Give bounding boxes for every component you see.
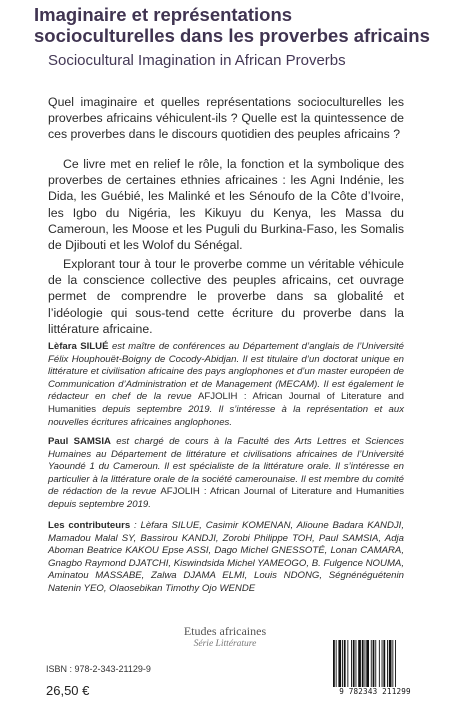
intro-paragraph-3: Explorant tour à tour le proverbe comme un véritable véhicule de la conscience collective des peuples africains, cet ouvrage permet de comprendre le proverbe dans sa globalité et l’idéologie qui sous-tend cette écriture du proverbe dans la littérature africaine. — [48, 257, 404, 336]
author-bio-samsia — [48, 436, 404, 512]
contributors-names: : Lèfara SILUE, Casimir KOMENAN, Alioune Badara KANDJI, Mamadou Malal SY, Bassirou KANDJI, Zorobi Philippe TOH, Paul SAMSIA, Adja Aboman Beatrice KAKOU Epse ASSI, Dago Michel GNESSOTÉ, Lonan CAMARA, Gnagbo Raymond DJATCHI, Kiswindsida Michel YAMEOGO, B. Fulgence NOUMA, Aminatou MASSABE, Zalwa DJAMA ELMI, Louis NDONG, Ségnénéguétenin Natenin YEO, Olaosebikan Timothy Ojo WENDE — [48, 520, 405, 594]
bio-text: depuis septembre 2019. Il s’intéresse à la représentation et aux nouvelles écritures africaines anglophones. — [48, 403, 404, 428]
author-name: Paul SAMSIA — [48, 436, 111, 447]
intro-paragraph-1: Quel imaginaire et quelles représentations socioculturelles les proverbes africains véhiculent-ils ? Quelle est la quintessence de ces proverbes dans le discours quotidien des peuples africains ? — [48, 95, 404, 142]
bio-text: est chargé de cours à la Faculté des Arts Lettres et Sciences Humaines au Département de littérature et civilisations africaines de l’Université Yaoundé 1 du Cameroun. Il est spécialiste de la littérature orale. Il s’intéresse en particulier à la littérature orale de la société camerounaise. Il est membre du comité de rédaction de la revue — [48, 436, 404, 498]
contributors-label: Les contributeurs — [48, 520, 131, 531]
collection-name: Etudes africaines — [183, 624, 267, 638]
intro-paragraph-2: Ce livre met en relief le rôle, la fonction et la symbolique des proverbes de certaines ethnies africaines : les Agni Indénie, les Dida, les Guébié, les Malinké et les Sénoufo de la Côte d’Ivoire, les Igbo du Nigéria, les Kikuyu du Kenya, les Massa du Cameroun, les Moose et les Puguli du Burkina-Faso, les Somalis de Djibouti et les Wolof du Sénégal. — [48, 157, 404, 253]
price: 26,50 € — [46, 683, 90, 698]
book-title: Imaginaire et représentations socioculturelles dans les proverbes africains — [34, 4, 430, 46]
bio-text: est maître de conférences au Département d’anglais de l’Université Félix Houphouët-Boigny de Cocody-Abidjan. Il est titulaire d’un doctorat unique en littérature et civilisation africaine des pays anglophones et d’un master européen de Communication d’Administration et de Management (MECAM). Il est également le rédacteur en chef de la revue — [48, 341, 404, 403]
collection-series: Série Littérature — [193, 639, 257, 649]
journal-name: AFJOLIH : African Journal of Literature and Humanities — [160, 486, 405, 498]
barcode-number: 9 782343 211299 — [330, 687, 420, 696]
contributors-list — [48, 520, 404, 596]
bio-text: depuis septembre 2019. — [48, 498, 151, 510]
isbn: ISBN : 978-2-343-21129-9 — [46, 664, 151, 674]
author-bio-silue — [48, 341, 404, 429]
barcode-bars-icon — [330, 640, 420, 690]
barcode — [330, 640, 420, 702]
author-name: Lèfara SILUÉ — [48, 341, 109, 352]
book-subtitle: Sociocultural Imagination in African Proverbs — [48, 52, 346, 69]
journal-name: AFJOLIH : African Journal of Literature and Humanities — [48, 391, 404, 415]
